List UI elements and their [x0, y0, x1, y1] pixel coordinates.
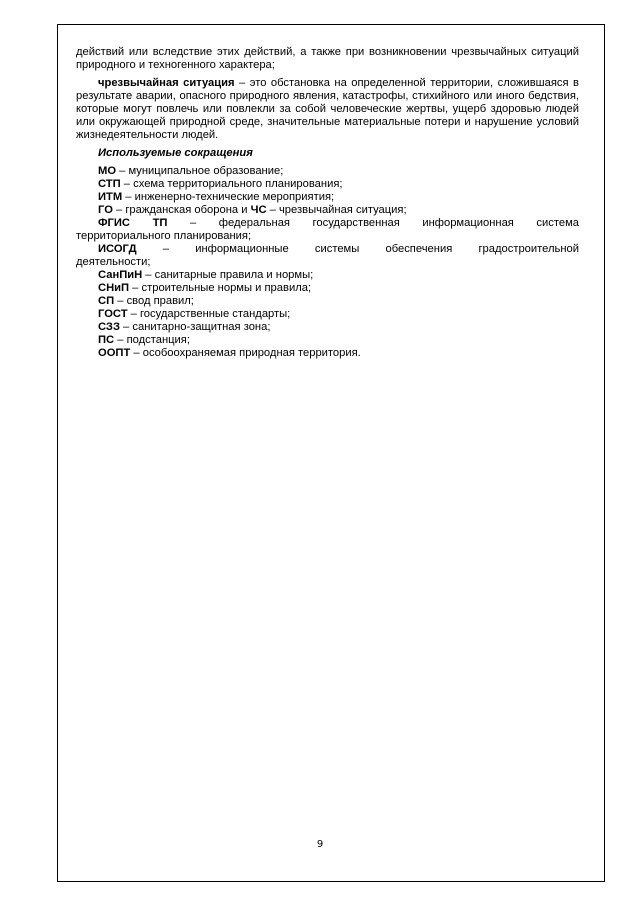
abbreviation-item — [76, 178, 579, 191]
emergency-term: чрезвычайная ситуация — [98, 77, 235, 89]
abbreviation-term: ИСОГД — [98, 243, 137, 255]
abbreviation-text: – государственные стандарты; — [127, 308, 291, 320]
abbreviation-term: ФГИС ТП — [98, 217, 168, 229]
abbreviation-item — [76, 217, 579, 243]
abbreviation-term: ИТМ — [98, 191, 123, 203]
abbreviation-term: МО — [98, 165, 117, 177]
abbreviation-term: СЗЗ — [98, 321, 120, 333]
abbreviation-term: СП — [98, 295, 115, 307]
abbreviation-item — [76, 334, 579, 347]
abbreviation-term: ПС — [98, 334, 115, 346]
abbreviation-item — [76, 295, 579, 308]
abbreviation-term: ГОСТ — [98, 308, 128, 320]
abbreviation-item — [76, 243, 579, 269]
abbreviation-term: ГО — [98, 204, 113, 216]
abbreviation-text: – чрезвычайная ситуация; — [266, 204, 407, 216]
abbreviation-term: ООПТ — [98, 347, 131, 359]
abbreviation-term: СТП — [98, 178, 121, 190]
abbreviation-text: – свод правил; — [114, 295, 194, 307]
abbreviation-text: – санитарные правила и нормы; — [142, 269, 314, 281]
abbreviation-text-continued: территориального планирования; — [76, 230, 252, 242]
abbreviation-term: ЧС — [250, 204, 267, 216]
abbreviation-text-continued: деятельности; — [76, 256, 151, 268]
abbreviation-text: – подстанция; — [114, 334, 190, 346]
abbreviation-text: – особоохраняемая природная территория. — [130, 347, 361, 359]
abbreviation-item — [76, 282, 579, 295]
abbreviation-text: – схема территориального планирования; — [120, 178, 343, 190]
abbreviation-text: – гражданская оборона и — [112, 204, 251, 216]
abbreviation-text: – строительные нормы и правила; — [129, 282, 312, 294]
abbreviation-text: – муниципальное образование; — [116, 165, 284, 177]
abbreviation-text: – федеральная государственная информационная система — [167, 217, 579, 229]
abbreviation-text: – информационные системы обеспечения градостроительной — [136, 243, 579, 255]
abbreviation-term: СНиП — [98, 282, 130, 294]
abbreviation-item — [76, 269, 579, 282]
abbreviation-item — [76, 308, 579, 321]
document-body — [76, 46, 579, 360]
abbreviation-text: – санитарно-защитная зона; — [119, 321, 271, 333]
abbreviation-text: – инженерно-технические мероприятия; — [122, 191, 335, 203]
abbreviation-item — [76, 165, 579, 178]
abbreviation-item — [76, 191, 579, 204]
emergency-definition-paragraph — [76, 77, 579, 142]
emergency-definition-text: – это обстановка на определенной территории, сложившаяся в результате аварии, опасного природного явления, катастрофы, стихийного или иного бедствия, которые могут повлечь или повлекли за собой человеческие жертвы, ущерб здоровью людей или окружающей природной среде, значительные материальные потери и нарушение условий жизнедеятельности людей. — [76, 77, 579, 141]
abbreviation-item — [76, 204, 579, 217]
abbreviation-item — [76, 321, 579, 334]
paragraph-continuation: действий или вследствие этих действий, а также при возникновении чрезвычайных ситуаций природного и техногенного характера; — [76, 46, 579, 71]
abbreviation-term: СанПиН — [98, 269, 143, 281]
page-number: 9 — [316, 839, 324, 850]
abbreviations-heading: Используемые сокращения — [98, 147, 253, 159]
abbreviation-item — [76, 347, 579, 360]
